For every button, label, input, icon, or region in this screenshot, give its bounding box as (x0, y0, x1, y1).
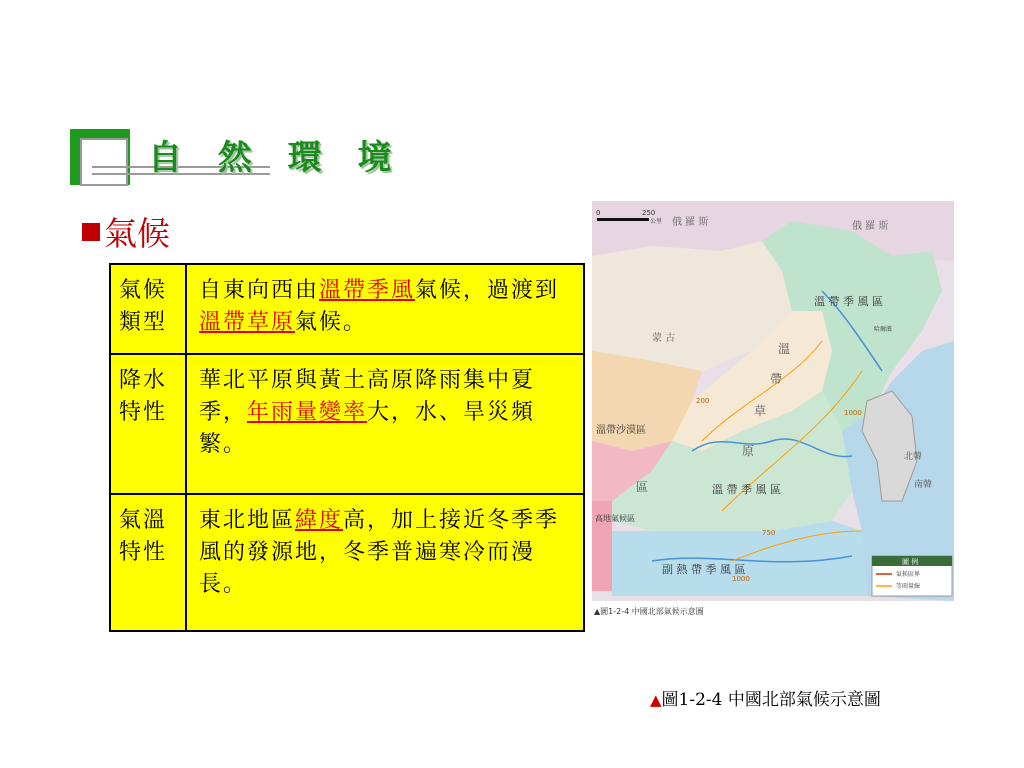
legend-item-1: 氣候區界 (896, 571, 921, 578)
climate-map (592, 201, 954, 621)
label-monsoon-ne: 溫 帶 季 風 區 (814, 295, 883, 308)
label-mongolia: 蒙 古 (652, 333, 676, 344)
content-text: 大，水、旱災頻繁。 (199, 400, 536, 457)
label-grass-1: 溫 (778, 342, 791, 356)
scale-zero: 0 (596, 209, 601, 217)
square-bullet-icon (82, 223, 100, 241)
row-content (186, 494, 584, 631)
content-text: 華北平原與黃土高原降雨集中夏季， (199, 368, 536, 425)
table-row (110, 354, 584, 494)
page-title: 自 然 環 境 (148, 138, 404, 178)
content-text: 東北地區 (199, 508, 296, 533)
table-row (110, 264, 584, 354)
caption-text: 圖1-2-4 中國北部氣候示意圖 (661, 690, 881, 710)
legend-title: 圖 例 (902, 558, 919, 566)
row-content (186, 354, 584, 494)
row-label: 降水特性 (110, 354, 186, 494)
legend-item-2: 等雨量線 (896, 583, 921, 590)
label-isohyet-1000: 1000 (844, 409, 862, 417)
label-city: 哈爾濱 (874, 326, 893, 333)
content-text: 高，加上接近冬季季風的發源地，冬季普遍寒冷而漫長。 (199, 508, 560, 597)
label-south-korea: 南韓 (914, 480, 933, 490)
label-monsoon-south: 溫 帶 季 風 區 (712, 483, 781, 496)
label-russia-east: 俄 羅 斯 (852, 221, 889, 232)
label-north-korea: 北韓 (904, 452, 923, 462)
label-isohyet-750: 750 (762, 529, 776, 537)
content-text: 氣候。 (295, 310, 368, 335)
label-russia-west: 俄 羅 斯 (672, 217, 709, 228)
label-grass-5: 區 (636, 480, 649, 494)
climate-table (109, 263, 585, 632)
content-text: 氣候，過渡到 (415, 278, 560, 303)
scale-unit: 公里 (650, 218, 663, 225)
label-grass-3: 草 (754, 404, 767, 418)
row-content (186, 264, 584, 354)
highlight-term: 溫帶草原 (199, 310, 296, 335)
table-row (110, 494, 584, 631)
section-heading (82, 208, 170, 255)
row-label: 氣候類型 (110, 264, 186, 354)
label-subtropic: 副 熱 帶 季 風 區 (662, 563, 746, 576)
map-inner-caption: ▲圖1-2-4 中國北部氣候示意圖 (594, 607, 704, 616)
label-desert: 溫帶沙漠區 (596, 425, 646, 436)
scale-bar (597, 218, 649, 221)
section-label: 氣候 (104, 214, 170, 253)
title-decoration-frame (80, 138, 128, 186)
label-grass-4: 原 (742, 444, 755, 458)
label-plateau: 高地氣候區 (595, 514, 635, 523)
highlight-term: 溫帶季風 (319, 278, 416, 303)
label-isohyet-200: 200 (696, 397, 710, 405)
triangle-marker-icon: ▲ (650, 691, 662, 709)
figure-caption (650, 685, 881, 710)
row-label: 氣溫特性 (110, 494, 186, 631)
label-grass-2: 帶 (770, 372, 783, 386)
scale-250: 250 (642, 209, 656, 217)
label-isohyet-1000b: 1000 (732, 575, 750, 583)
content-text: 自東向西由 (199, 278, 320, 303)
highlight-term: 緯度 (295, 508, 344, 533)
highlight-term: 年雨量變率 (247, 400, 368, 425)
